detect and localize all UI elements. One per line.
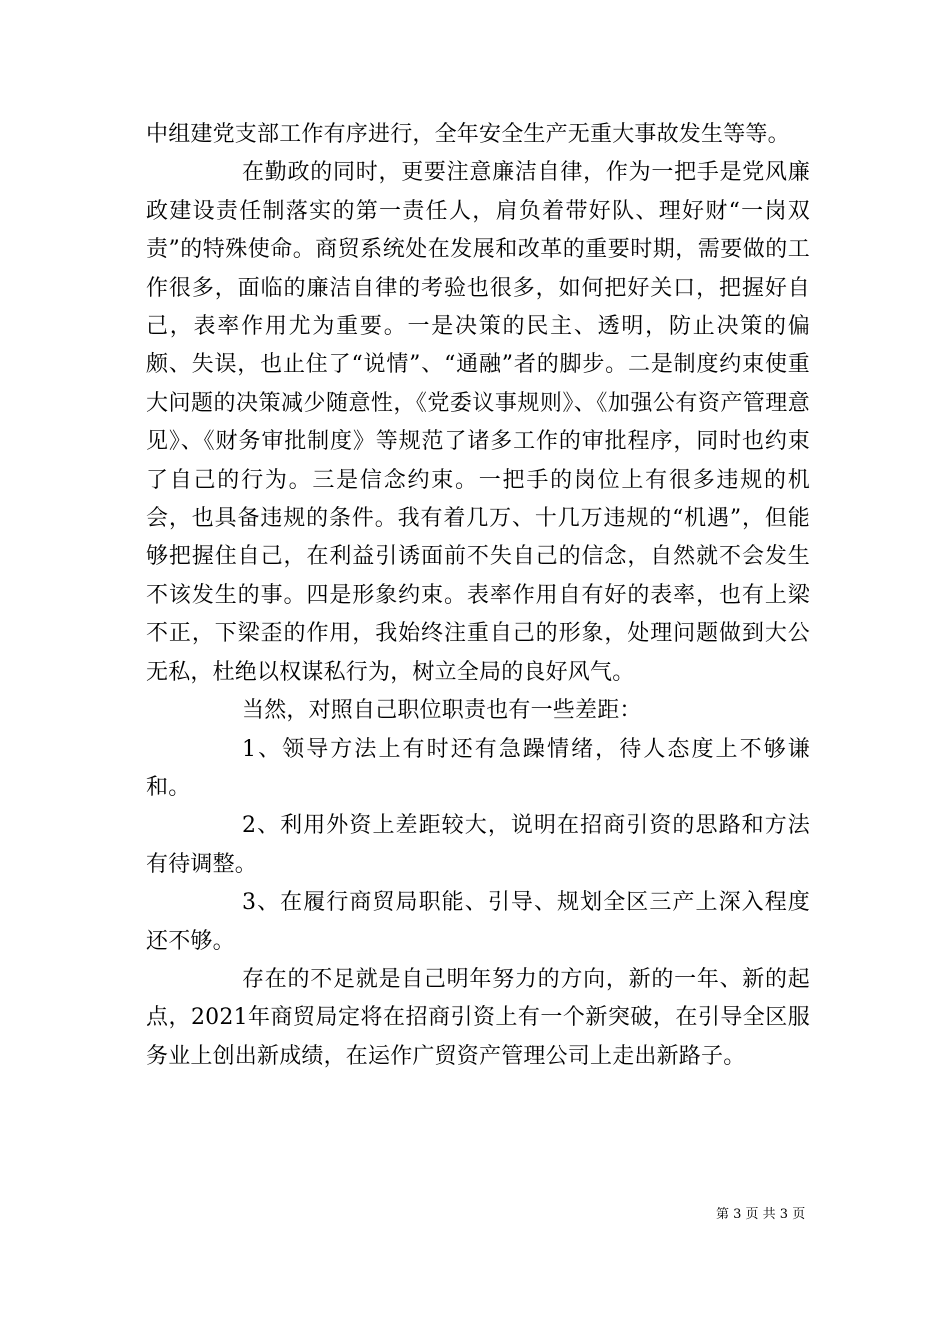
list-item-2: 2、利用外资上差距较大，说明在招商引资的思路和方法有待调整。 [146,813,810,877]
paragraph-shortcomings-intro: 当然，对照自己职位职责也有一些差距： [242,698,642,724]
paragraph-integrity: 在勤政的同时，更要注意廉洁自律，作为一把手是党风廉政建设责任制落实的第一责任人，肩负着带好队、理好财“一岗双责”的特殊使命。商贸系统处在发展和改革的重要时期，需要做的工作很多，面临的廉洁自律的考验也很多，如何把好关口，把握好自己，表率作用尤为重要。一是决策的民主、透明，防止决策的偏颇、失误，也止住了“说情”、“通融”者的脚步。二是制度约束使重大问题的决策减少随意性，《党委议事规则》、《加强公有资产管理意见》、《财务审批制度》等规范了诸多工作的审批程序，同时也约束了自己的行为。三是信念约束。一把手的岗位上有很多违规的机会，也具备违规的条件。我有着几万、十几万违规的“机遇”，但能够把握住自己，在利益引诱面前不失自己的信念，自然就不会发生不该发生的事。四是形象约束。表率作用自有好的表率，也有上梁不正，下梁歪的作用，我始终注重自己的形象，处理问题做到大公无私，杜绝以权谋私行为，树立全局的良好风气。 [146,160,810,685]
paragraph-conclusion: 存在的不足就是自己明年努力的方向，新的一年、新的起点，2021年商贸局定将在招商引资上有一个新突破，在引导全区服务业上创出新成绩，在运作广贸资产管理公司上走出新路子。 [146,966,810,1069]
list-item-1: 1、领导方法上有时还有急躁情绪，待人态度上不够谦和。 [146,736,810,800]
document-body [146,116,810,1076]
paragraph-continuation: 中组建党支部工作有序进行，全年安全生产无重大事故发生等等。 [146,122,790,147]
page-number: 第 3 页 共 3 页 [716,1207,806,1222]
list-item-3: 3、在履行商贸局职能、引导、规划全区三产上深入程度还不够。 [146,890,810,954]
